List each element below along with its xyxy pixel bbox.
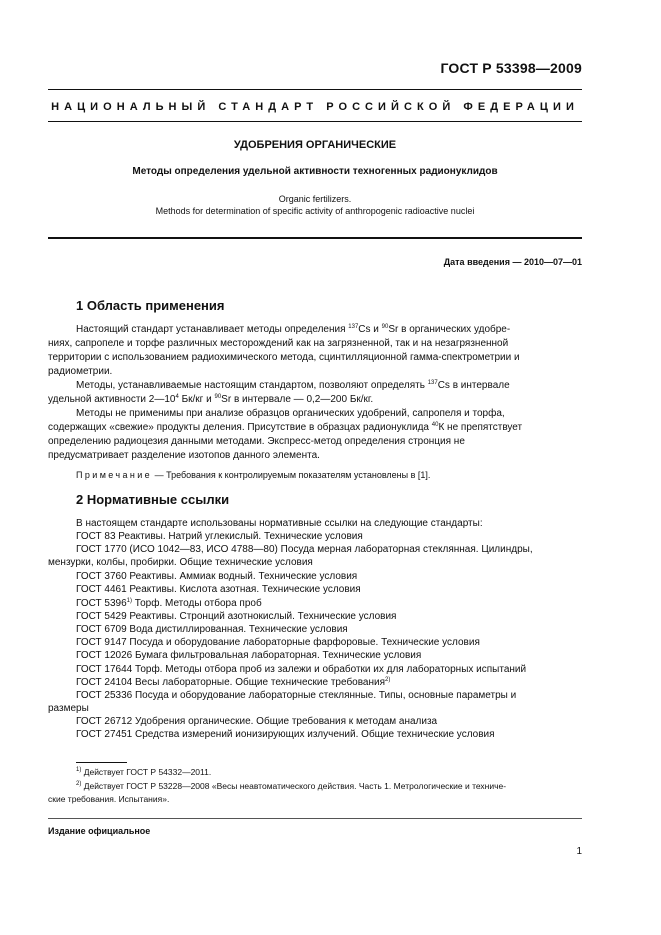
s1-note [76,470,582,480]
title-rule [48,237,582,239]
ref-line: ГОСТ 12026 Бумага фильтровальная лабораторная. Технические условия [76,650,422,661]
footnote-rule [76,762,127,763]
banner-rule [48,121,582,122]
ref-line: мензурки, колбы, пробирки. Общие технические условия [48,557,313,568]
title-ru: УДОБРЕНИЯ ОРГАНИЧЕСКИЕ [233,139,397,151]
footnote-1: $^{1)}$ Действует ГОСТ Р 54332—2011. [76,767,212,777]
note-text: — Требования к контролируемым показателям установлены в [1]. [152,470,431,480]
ref-line: ГОСТ 27451 Средства измерений ионизирующих излучений. Общие технические условия [76,729,495,740]
s1-p1-line4: радиометрии. [48,366,113,377]
s1-p3-line3: определению радиоцезия данными методами. Экспресс-метод определения стронция не [48,436,465,447]
ref-line: ГОСТ 25336 Посуда и оборудование лабораторные стеклянные. Типы, основные параметры и [76,690,517,701]
s1-p1-line2: ниях, сапропеле и торфе различных месторождений как на загрязненной, так и на незагрязненной [48,338,509,349]
intro-date: Дата введения — 2010—07—01 [443,257,582,267]
footnote-2-line1: $^{2)}$ Действует ГОСТ Р 53228—2008 «Весы неавтоматического действия. Часть 1. Метрологические и техниче- [76,781,507,791]
top-rule [48,89,582,90]
ref-line: ГОСТ 17644 Торф. Методы отбора проб из залежи и обработки их для лабораторных испытаний [76,664,527,675]
ref-line: размеры [48,703,89,714]
section1-heading: 1 Область применения [76,298,225,313]
ref-line: ГОСТ 1770 (ИСО 1042—83, ИСО 4788—80) Посуда мерная лабораторная стеклянная. Цилиндры, [76,544,533,555]
page-number: 1 [576,846,582,857]
official-edition: Издание официальное [48,826,151,836]
subtitle-en: Methods for determination of specific activity of anthropogenic radioactive nuclei [155,206,475,216]
ref-line: ГОСТ 5396$^{1)}$ Торф. Методы отбора проб [76,598,262,609]
ref-line: ГОСТ 3760 Реактивы. Аммиак водный. Технические условия [76,571,358,582]
ref-line: ГОСТ 4461 Реактивы. Кислота азотная. Технические условия [76,584,361,595]
ref-line: ГОСТ 83 Реактивы. Натрий углекислый. Технические условия [76,531,363,542]
subtitle-ru: Методы определения удельной активности техногенных радионуклидов [132,166,498,177]
ref-line: ГОСТ 6709 Вода дистиллированная. Технические условия [76,624,348,635]
ref-line: ГОСТ 5429 Реактивы. Стронций азотнокислый. Технические условия [76,611,397,622]
s1-p1-line3: территории с использованием радиохимического метода, сцинтилляционной гамма-спектрометрии и [48,352,520,363]
s1-p2-line1: Методы, устанавливаемые настоящим стандартом, позволяют определять $^{137}$Cs в интервале [76,380,510,391]
section2-heading: 2 Нормативные ссылки [76,492,230,507]
ref-line: ГОСТ 24104 Весы лабораторные. Общие технические требования$^{2)}$ [76,677,391,688]
ref-line: ГОСТ 26712 Удобрения органические. Общие требования к методам анализа [76,716,438,727]
s1-p3-line2: содержащих «свежие» продукты деления. Присутствие в образцах радионуклида $^{40}$К не препятствует [48,422,523,433]
s2-intro: В настоящем стандарте использованы нормативные ссылки на следующие стандарты: [76,518,483,529]
title-en: Organic fertilizers. [278,194,352,204]
national-standard-banner: НАЦИОНАЛЬНЫЙ СТАНДАРТ РОССИЙСКОЙ ФЕДЕРАЦИИ [51,101,579,113]
gost-number: ГОСТ Р 53398—2009 [440,60,582,76]
footnote-2-line2: ские требования. Испытания». [48,794,170,804]
s1-p2-line2: удельной активности $2—10^4$ Бк/кг и $^{90}$Sr в интервале — 0,2—200 Бк/кг. [48,394,374,405]
ref-line: ГОСТ 9147 Посуда и оборудование лабораторные фарфоровые. Технические условия [76,637,480,648]
s1-p3-line4: предусматривает разделение изотопов данного элемента. [48,450,320,461]
s1-p1-line1: Настоящий стандарт устанавливает методы определения $^{137}$Cs и $^{90}$Sr в органических удобре- [76,324,511,335]
s1-p3-line1: Методы не применимы при анализе образцов органических удобрений, сапропеля и торфа, [76,408,505,419]
footer-rule [48,818,582,819]
note-label: Примечание [76,470,153,480]
